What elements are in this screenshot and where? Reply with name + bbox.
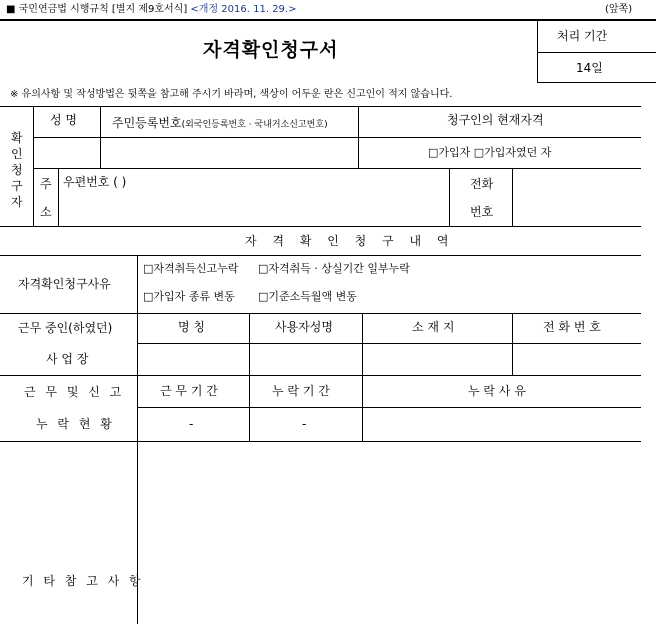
history-col-omit-period: 누 락 기 간 (272, 384, 330, 398)
phone-field[interactable] (513, 169, 641, 226)
workplace-row-bottom (0, 375, 641, 376)
reason-option-1[interactable]: □자격취득신고누락 (143, 262, 239, 275)
processing-box-left (537, 19, 538, 82)
address-label-bottom: 소 (40, 205, 52, 219)
omit-reason-field[interactable] (363, 408, 641, 441)
top-border (0, 19, 656, 21)
phone-label-bottom: 번호 (470, 205, 494, 219)
phone-left-divider (449, 168, 450, 226)
processing-period-value: 14일 (576, 61, 603, 75)
current-status-label: 청구인의 현재자격 (447, 113, 544, 127)
history-col-divider-1 (249, 375, 250, 441)
reason-option-2[interactable]: □자격취득 · 상실기간 일부누락 (258, 262, 410, 275)
address-label-top: 주 (40, 177, 52, 191)
claimant-bottom (0, 226, 641, 227)
law-reference: ■ 국민연금법 시행규칙 [별지 제9호서식] <개정 2016. 11. 29.> (6, 4, 297, 15)
rrn-label: 주민등록번호(외국인등록번호 · 국내거소신고번호) (112, 116, 328, 130)
history-col-omit-reason: 누 락 사 유 (468, 384, 526, 398)
workplace-label-top: 근무 중인(하였던) (18, 321, 113, 335)
workplace-col-employer: 사용자성명 (275, 320, 333, 334)
other-remarks-label: 기 타 참 고 사 항 (22, 574, 144, 588)
processing-box-mid (537, 52, 656, 53)
details-title-bottom (0, 255, 641, 256)
name-field[interactable] (33, 138, 100, 168)
workplace-location-field[interactable] (363, 344, 512, 375)
history-label-bottom: 누 락 현 황 (36, 417, 115, 431)
claimant-top (0, 106, 641, 107)
other-remarks-field[interactable] (138, 442, 641, 624)
workplace-col-phone: 전 화 번 호 (543, 320, 601, 334)
reason-option-3[interactable]: □가입자 종류 변동 (143, 290, 235, 303)
revision-date: <개정 2016. 11. 29.> (190, 4, 297, 15)
claimant-label-char-3: 청 (11, 163, 23, 177)
processing-box-bottom (537, 82, 656, 83)
status-col-divider (358, 106, 359, 168)
address-field[interactable] (59, 190, 449, 226)
claimant-label-char-2: 인 (11, 147, 23, 161)
workplace-phone-field[interactable] (513, 344, 641, 375)
details-section-title: 자 격 확 인 청 구 내 역 (245, 234, 455, 248)
phone-label-top: 전화 (470, 177, 494, 191)
claimant-label-char-4: 구 (11, 179, 23, 193)
history-col-work-period: 근 무 기 간 (160, 384, 218, 398)
notice-text: ※ 유의사항 및 작성방법은 뒷쪽을 참고해 주시기 바라며, 색상이 어두운 란은 신고인이 적지 않습니다. (10, 89, 453, 100)
rrn-field[interactable] (101, 138, 358, 168)
reason-label: 자격확인청구사유 (18, 277, 111, 291)
claimant-label-char-1: 확 (11, 131, 23, 145)
workplace-col-name: 명 칭 (178, 320, 205, 334)
work-period-dash: - (189, 417, 194, 431)
omit-period-dash: - (302, 417, 307, 431)
page-title: 자격확인청구서 (203, 39, 339, 61)
reason-option-4[interactable]: □기준소득월액 변동 (258, 290, 357, 303)
history-label-top: 근 무 및 신 고 (24, 385, 125, 399)
reason-row-bottom (0, 313, 641, 314)
workplace-name-field[interactable] (138, 344, 249, 375)
page-side: (앞쪽) (605, 4, 633, 15)
postal-code-label: 우편번호 ( ) (63, 175, 127, 189)
workplace-label-bottom: 사 업 장 (46, 352, 89, 366)
workplace-col-location: 소 재 지 (412, 320, 455, 334)
current-status-options[interactable]: □가입자 □가입자였던 자 (428, 146, 552, 159)
processing-period-label: 처리 기간 (557, 29, 608, 43)
claimant-label-char-5: 자 (11, 195, 23, 209)
workplace-employer-field[interactable] (250, 344, 362, 375)
name-label: 성 명 (50, 113, 77, 127)
